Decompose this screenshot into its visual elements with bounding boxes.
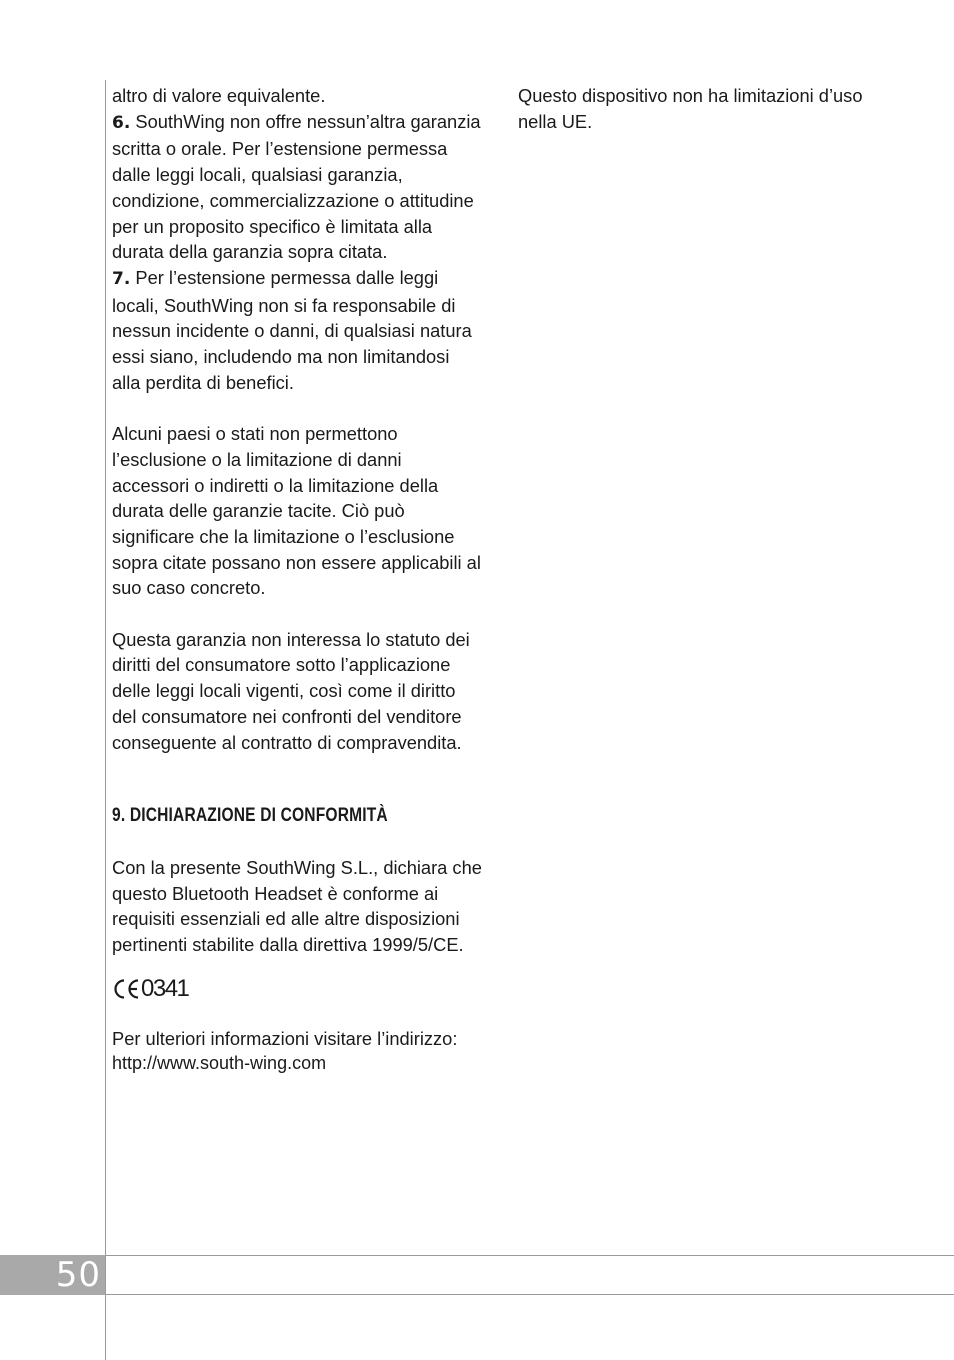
item-text: Per l’estensione permessa dalle leggi locali, SouthWing non si fa responsabile di nessun incidente o danni, di qualsiasi natura essi siano, includendo ma non limitandosi alla perdita di benefici.	[112, 266, 472, 393]
ce-mark	[112, 974, 482, 1004]
item-number: 7.	[112, 268, 131, 289]
info-paragraph: Per ulteriori informazioni visitare l’indirizzo:	[112, 1027, 458, 1049]
eu-usage-note: Questo dispositivo non ha limitazioni d’uso nella UE.	[518, 85, 863, 132]
vertical-rule	[105, 80, 106, 1360]
footer-rule-bottom	[105, 1294, 954, 1295]
footer-rule-top	[105, 1255, 954, 1256]
right-column	[518, 83, 878, 134]
item-text: SouthWing non offre nessun’altra garanzia scritta o orale. Per l’estensione permessa dalle leggi locali, qualsiasi garanzia, condizione, commercializzazione o attitudine per un proposito specifico è limitata alla durata della garanzia sopra citata.	[112, 110, 481, 263]
warranty-item-7	[112, 265, 482, 396]
paragraph-consumer-rights: Questa garanzia non interessa lo statuto dei diritti del consumatore sotto l’applicazione delle leggi locali vigenti, così come il diritto del consumatore nei confronti del venditore conseguente al contratto di compravendita.	[112, 628, 470, 753]
warranty-item-6	[112, 109, 482, 265]
page-number: 50	[0, 1255, 105, 1295]
ce-logo-icon	[112, 978, 140, 1000]
item-number: 6.	[112, 112, 131, 133]
website-link[interactable]: http://www.south-wing.com	[112, 1053, 327, 1074]
left-column	[112, 83, 482, 1077]
continuation-line: altro di valore equivalente.	[112, 85, 326, 106]
conformity-paragraph: Con la presente SouthWing S.L., dichiara che questo Bluetooth Headset è conforme ai requisiti essenziali ed alle altre disposizioni pertinenti stabilite dalla direttiva 1999/5/CE.	[112, 856, 482, 956]
ce-notified-body-code: 0341	[141, 974, 189, 1002]
paragraph-exclusion: Alcuni paesi o stati non permettono l’esclusione o la limitazione di danni accessori o indiretti o la limitazione della durata delle garanzie tacite. Ciò può significare che la limitazione o l’esclusione sopra citate possano non essere applicabili al suo caso concreto.	[112, 423, 481, 599]
section-heading: 9. DICHIARAZIONE DI CONFORMITÀ	[112, 805, 388, 827]
